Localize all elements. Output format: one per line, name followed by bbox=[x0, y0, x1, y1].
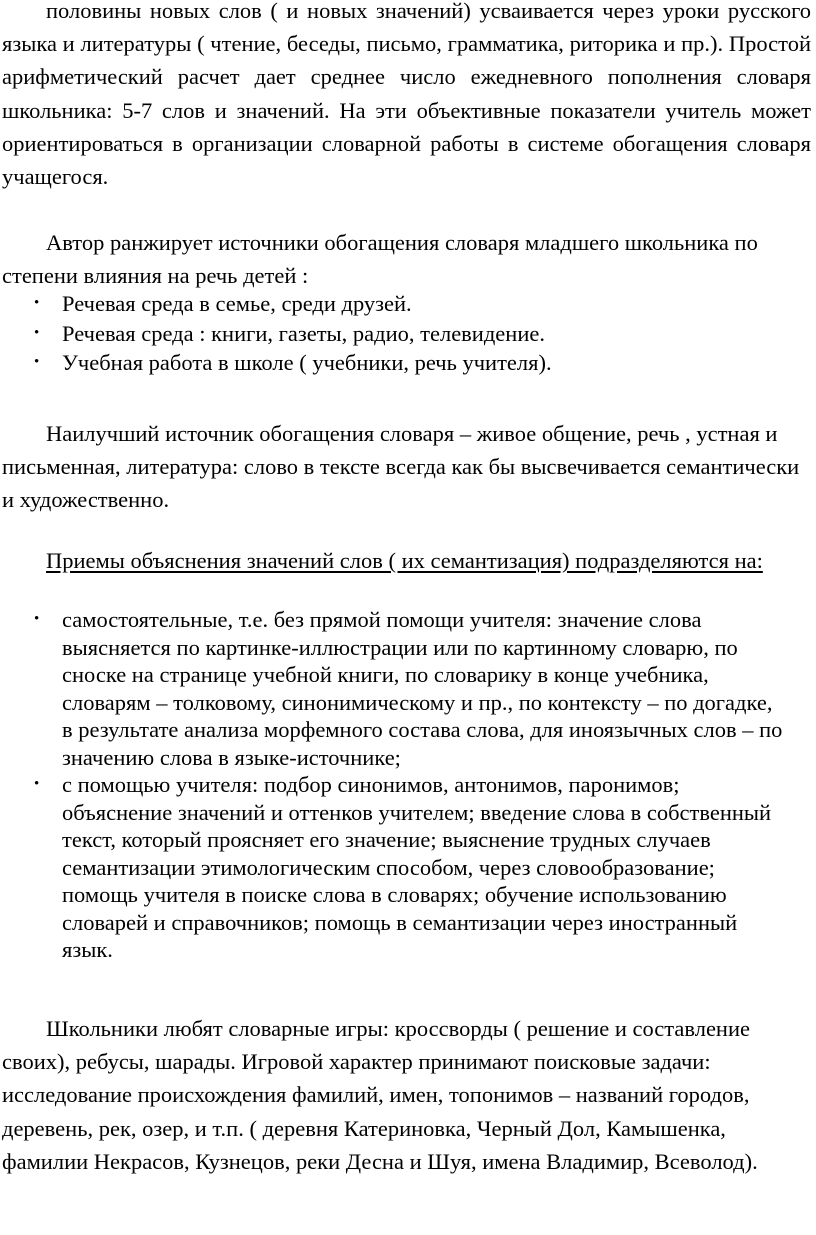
list-item bbox=[0, 606, 809, 771]
paragraph-semantization-heading bbox=[0, 544, 816, 577]
list-item-text: с помощью учителя: подбор синонимов, антонимов, паронимов; объяснение значений и оттенков учителем; введение слова в собственный текст, который проясняет его значение; выяснение трудных случаев семантизации этимологическим способом, через словообразование; помощь учителя в поиске слова в словарях; обучение использованию словарей и справочников; помощь в семантизации через иностранный язык. bbox=[62, 772, 772, 962]
sources-list bbox=[0, 289, 809, 378]
paragraph-vocabulary-acquisition: половины новых слов ( и новых значений) усваивается через уроки русского языка и литературы ( чтение, беседы, письмо, грамматика, риторика и пр.). Простой арифметический расчет дает среднее число ежедневного пополнения словаря школьника: 5-7 слов и значений. На эти объективные показатели учитель может ориентироваться в организации словарной работы в системе обогащения словаря учащегося. bbox=[2, 0, 811, 190]
bullet-icon: • bbox=[34, 354, 40, 370]
bullet-icon: • bbox=[34, 611, 40, 627]
list-item-text: самостоятельные, т.е. без прямой помощи учителя: значение слова выясняется по картинке-иллюстрации или по картинному словарю, по сноске на странице учебной книги, по словарику в конце учебника, словарям – толковому, синонимическому и пр., по контексту – по догадке, в результате анализа морфемного состава слова, для иноязычных слов – по значению слова в языке-источнике; bbox=[62, 607, 783, 770]
list-item bbox=[0, 348, 809, 378]
list-item-text: Речевая среда : книги, газеты, радио, телевидение. bbox=[62, 320, 545, 346]
paragraph-sources-ranking: Автор ранжирует источники обогащения словаря младшего школьника по степени влияния на речь детей : bbox=[2, 230, 758, 289]
list-item bbox=[0, 289, 809, 319]
bullet-icon: • bbox=[34, 295, 40, 311]
paragraph-vocabulary-games: Школьники любят словарные игры: кроссворды ( решение и составление своих), ребусы, шарады. Игровой характер принимают поисковые задачи: исследование происхождения фамилий, имен, топонимов – названий городов, деревень, рек, озер, и т.п. ( деревня Катериновка, Черный Дол, Камышенка, фамилии Некрасов, Кузнецов, реки Десна и Шуя, имена Владимир, Всеволод). bbox=[2, 1016, 758, 1174]
underlined-heading-text: Приемы объяснения значений слов ( их семантизация) подразделяются на: bbox=[46, 548, 763, 573]
list-item bbox=[0, 771, 809, 964]
semantization-methods-list bbox=[0, 606, 809, 964]
list-item bbox=[0, 319, 809, 349]
list-item-text: Речевая среда в семье, среди друзей. bbox=[62, 291, 412, 316]
bullet-icon: • bbox=[34, 776, 40, 792]
bullet-icon: • bbox=[34, 324, 40, 341]
list-item-text: Учебная работа в школе ( учебники, речь учителя). bbox=[62, 350, 552, 375]
paragraph-best-source: Наилучший источник обогащения словаря – живое общение, речь , устная и письменная, литература: слово в тексте всегда как бы высвечивается семантически и художественно. bbox=[2, 421, 800, 513]
